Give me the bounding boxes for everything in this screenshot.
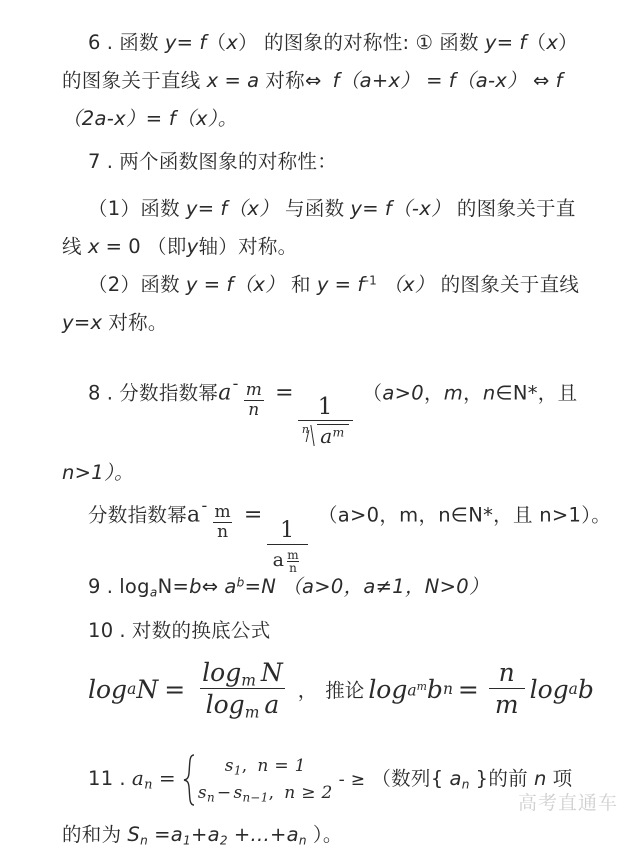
item-7-sub2-eq2: = — [334, 273, 352, 296]
item-10-title: 对数的换底公式 — [131, 619, 271, 642]
watermark: 高考直通车 — [517, 792, 618, 814]
item-6-eq2: = — [496, 31, 514, 54]
item-6-x2: x — [546, 31, 559, 54]
item-7-block — [0, 143, 640, 181]
item-6-text-c: 函数 — [439, 31, 479, 54]
item-11-l2-plus-1: +a — [190, 823, 220, 846]
item-11-number: 11 — [88, 767, 114, 790]
item-8-cond-comma-3: ， — [537, 381, 558, 405]
item-6-l2-iff: ⇔ — [304, 69, 322, 92]
item-7-sub1-text-b: 与函数 — [285, 197, 345, 220]
item-7-sub1-l2-y: y — [186, 235, 199, 258]
corollary-log-base-exponent: m — [416, 680, 427, 694]
item-8b-label: 分数指数幂 — [88, 503, 188, 527]
item-11-l2-eq: =a — [154, 823, 183, 846]
item-8b-denominator-exponent-numerator: m — [287, 548, 299, 563]
item-6-f: f — [199, 31, 207, 54]
item-7-sub2-line-1 — [62, 266, 592, 304]
item-6-line-3 — [62, 100, 592, 138]
item-11-case-2-subscript: n — [206, 789, 215, 804]
item-7-sub1-l2-eq: = — [105, 235, 123, 258]
item-8b-exponent-numerator: m — [214, 501, 231, 522]
item-8-label: 分数指数幂 — [119, 381, 219, 405]
item-8b-exponent-sign: - — [201, 496, 208, 516]
item-11-tail-an: a — [449, 767, 462, 790]
item-7-sub1-eq2: = — [362, 197, 379, 220]
item-9-log-base: a — [149, 585, 158, 600]
formula-den-base: m — [244, 703, 260, 722]
formula-comma: ， — [297, 679, 318, 703]
item-8b-denominator-exponent-denominator: n — [289, 561, 298, 576]
item-6-l2-f2: f — [555, 69, 563, 92]
formula-den-arg: a — [264, 690, 280, 720]
item-6-line-2 — [62, 62, 592, 100]
item-8-cond-open: （ — [362, 381, 383, 405]
item-6-l2-a: a — [247, 69, 260, 92]
item-9-eq-n: =N — [244, 575, 277, 598]
item-7-sub2-y2: y — [316, 273, 329, 296]
item-7-sub1-text-a: 函数 — [140, 197, 180, 220]
item-8-cond-line-2: n>1）。 — [62, 460, 134, 484]
item-6-paren-open-2: （ — [526, 31, 547, 54]
item-6-l2-f: f — [332, 69, 340, 92]
radical-sign-icon — [306, 424, 317, 446]
item-8b-exponent-fraction — [210, 503, 234, 542]
item-11-l2-a: 的和为 — [62, 823, 122, 846]
item-6-line-1 — [62, 24, 592, 62]
item-11-case-2-value-2: s — [233, 782, 243, 803]
item-8-cond-and: 且 — [557, 381, 578, 405]
item-11-tail-a: 数列{ — [391, 767, 444, 790]
item-8-exponent-fraction — [242, 381, 266, 420]
item-8-fraction-denominator — [298, 420, 353, 446]
corollary-fraction-denominator: m — [489, 688, 525, 718]
item-9-number: 9 — [88, 575, 101, 598]
item-11-tail-b: }的前 — [475, 767, 528, 790]
item-8b-denominator-base: a — [272, 548, 285, 571]
item-9-line-1 — [62, 568, 592, 606]
item-11-l2-sub-2: 2 — [219, 833, 228, 848]
item-7-sub2-f2-arg: （x） — [383, 273, 435, 296]
item-8b-equals: = — [243, 502, 263, 528]
item-7-sub2-y1: y — [185, 273, 198, 296]
item-7-sub1-f2: f（-x） — [384, 197, 451, 220]
item-11-l2-S: S — [127, 823, 141, 846]
formula-num-log: log — [202, 658, 242, 687]
item-8-number: 8 — [88, 381, 101, 405]
item-11-tail-marks: - ≥ — [338, 770, 366, 790]
item-6-y2: y — [484, 31, 497, 54]
item-11-cases-rows — [198, 753, 333, 807]
item-7-sub1-text-c: 的图象关于直 — [456, 197, 576, 220]
item-6-text-b: 的图象的对称性: — [263, 31, 410, 54]
item-7-title: 两个函数图象的对称性： — [119, 150, 338, 173]
item-11-l2-sub-1: 1 — [182, 833, 191, 848]
corollary-equals: = — [457, 674, 479, 704]
corollary-label: 推论 — [325, 679, 365, 703]
change-of-base-formula: log a N = $\frac{\log_m N}{\log_m a}$ ， 推论 log $a^m$ b n = $\frac{n}{m}$ log a b — [88, 658, 594, 722]
item-8-fraction — [298, 393, 353, 448]
item-8b-exponent — [201, 478, 237, 542]
item-6-block — [0, 24, 640, 138]
item-8-exponent — [233, 358, 269, 420]
formula-den-log: log — [205, 690, 245, 720]
item-8-exponent-numerator: m — [245, 379, 263, 400]
item-11-case-2-value: s — [197, 782, 207, 803]
formula-lhs-arg: N — [136, 674, 159, 704]
item-6-text-a: 函数 — [119, 31, 159, 54]
item-7-sub2-l2-y: y — [62, 311, 74, 334]
item-8-cond-in-set: ∈N* — [495, 381, 538, 405]
item-7-sub2-eq1: = — [203, 273, 221, 296]
item-10-line-1 — [62, 612, 592, 650]
item-8-dot: . — [106, 381, 114, 405]
item-11-case-2-condition: n ≥ 2 — [284, 782, 333, 803]
item-6-y: y — [164, 31, 177, 54]
item-11-piecewise — [182, 753, 333, 807]
item-7-sub1-line-1 — [62, 190, 592, 228]
item-6-l2-eq2: = — [426, 69, 443, 92]
item-8b-fraction-numerator: 1 — [280, 517, 295, 543]
item-11-case-2-subscript-2: n−1 — [242, 789, 269, 804]
corollary-arg: b — [426, 674, 443, 704]
item-8-equals: = — [275, 380, 294, 406]
item-9-log-arg: N= — [157, 575, 190, 598]
item-11-tail-open: （ — [371, 767, 392, 790]
item-11-line-2 — [62, 810, 592, 854]
item-7-number: 7 — [88, 150, 101, 173]
item-6-l2-eq: = — [224, 69, 242, 92]
item-11-lhs-subscript: n — [144, 777, 153, 793]
item-8-block — [0, 358, 640, 492]
item-6-x: x — [226, 31, 239, 54]
item-8-base: a — [218, 380, 232, 406]
item-8b-block — [0, 478, 640, 575]
item-8b-condition: （a>0，m，n∈N*，且 n>1）。 — [317, 503, 612, 527]
item-11-line-1 — [62, 748, 592, 810]
corollary-rhs-log: log — [529, 674, 569, 704]
item-8b-line-1 — [88, 478, 612, 576]
item-11-tail-an-subscript: n — [461, 777, 470, 792]
item-7-dot: . — [106, 150, 114, 173]
item-6-dot: . — [106, 31, 114, 54]
item-7-sub1-y1: y — [185, 197, 198, 220]
item-6-paren-close-2: ） — [558, 31, 578, 54]
item-11-case-1 — [198, 753, 333, 779]
item-11-tail-n: n — [533, 767, 547, 790]
item-7-sub2-f1: f（x） — [226, 273, 286, 296]
item-7-sub2-text-b: 和 — [291, 273, 311, 296]
item-7-sub1-l2-zero: 0 — [128, 235, 142, 258]
item-9-b: b — [189, 575, 202, 598]
item-7-sub1-eq1: = — [197, 197, 215, 220]
item-7-sub2-l2-b: 对称。 — [108, 311, 168, 334]
item-11-l2-close: ）。 — [312, 823, 343, 846]
item-11-tail-c: 项 — [552, 767, 573, 790]
corollary-fraction-numerator: n — [498, 658, 515, 687]
item-7-sub2-text-a: 函数 — [140, 273, 180, 296]
item-8-radical-base: a — [320, 423, 333, 448]
item-11-l2-sub-3: n — [298, 833, 307, 848]
item-6-l2-expr2: f（a-x） — [448, 69, 527, 92]
item-7-sub1-l2-c: 轴）对称。 — [198, 235, 298, 258]
item-11-case-1-condition: n = 1 — [257, 756, 306, 777]
item-6-l2-x: x — [206, 69, 219, 92]
item-7-sub2-line-2 — [62, 304, 592, 342]
item-8b-fraction — [267, 517, 308, 576]
item-10-block — [0, 612, 640, 650]
item-6-paren-close: ） — [238, 31, 258, 54]
item-8-line-1 — [62, 358, 592, 446]
item-8-radical-body — [317, 424, 348, 446]
item-8b-base: a — [187, 502, 201, 528]
item-8-cond-comma-2: ， — [463, 381, 483, 405]
item-11-l2-S-subscript: n — [140, 833, 149, 848]
item-7-sub1-y2: y — [350, 197, 363, 220]
item-9-a: a — [224, 575, 237, 598]
item-11-lhs: a — [131, 766, 145, 790]
item-7-sub-2-block — [0, 266, 640, 342]
item-11-equals: = — [158, 766, 176, 790]
item-8-radical-exponent: m — [332, 424, 345, 440]
formula-fraction-numerator — [196, 660, 289, 688]
item-10-dot: . — [119, 619, 126, 642]
item-7-sub1-l2-a: 线 — [62, 235, 82, 258]
item-9-dot: . — [106, 575, 114, 598]
item-7-sub1-label: （1） — [88, 197, 141, 220]
item-7-sub1-f1: f（x） — [220, 197, 280, 220]
item-8-cond-n: n — [482, 381, 496, 405]
item-8-fraction-numerator: 1 — [317, 393, 333, 420]
formula-fraction — [196, 658, 289, 722]
item-7-sub2-f2: f — [357, 273, 365, 296]
item-8-cond-a: a>0 — [382, 381, 424, 405]
item-11-case-1-value: s — [224, 756, 234, 777]
item-8-exponent-denominator: n — [244, 400, 263, 420]
corollary-rhs-arg: b — [577, 674, 594, 704]
item-7-sub2-text-c: 的图象关于直线 — [440, 273, 580, 296]
item-6-l2-iff2: ⇔ — [532, 69, 550, 92]
formula-num-arg: N — [260, 658, 283, 687]
item-7-line-1 — [62, 143, 592, 181]
item-10-formula-block — [0, 658, 640, 722]
item-7-sub2-f2-exponent: -1 — [364, 273, 378, 288]
item-6-circled-1: ① — [415, 31, 434, 54]
corollary-log-base — [407, 680, 427, 701]
corollary-log: log — [368, 674, 408, 704]
item-6-l2-text-b: 对称 — [265, 69, 305, 92]
item-11-case-2 — [198, 780, 333, 806]
item-6-l2-expr1: （a+x） — [339, 69, 421, 92]
formula-lhs-log: log — [88, 674, 128, 704]
item-11-case-1-subscript: 1 — [233, 763, 242, 778]
item-6-l3-text: （2a-x）= f（x）。 — [62, 107, 238, 130]
formula-num-base: m — [241, 671, 256, 690]
item-9-block — [0, 568, 640, 606]
item-11-dot: . — [119, 767, 126, 790]
item-8-exponent-sign: - — [232, 374, 239, 394]
item-11-case-2-minus: − — [216, 782, 232, 803]
item-7-sub-1-block — [0, 190, 640, 266]
item-8b-exponent-denominator: n — [213, 522, 232, 542]
item-8-radical-index: n — [301, 423, 310, 437]
left-brace-icon — [182, 753, 196, 807]
item-7-sub1-line-2 — [62, 228, 592, 266]
item-8-cond-m: m — [443, 381, 464, 405]
item-6-eq: = — [176, 31, 194, 54]
item-7-sub2-label: （2） — [88, 273, 141, 296]
item-7-sub2-l2-x: x — [90, 311, 103, 334]
item-7-sub1-l2-b: （即 — [147, 235, 187, 258]
item-9-iff: ⇔ — [201, 575, 219, 598]
item-6-f2: f — [519, 31, 527, 54]
item-9-a-exponent: b — [236, 575, 245, 590]
item-9-condition: （a>0，a≠1，N>0） — [282, 575, 489, 598]
item-6-paren-open: （ — [206, 31, 227, 54]
corollary-fraction — [489, 660, 525, 719]
item-8-cond-comma-1: ， — [423, 381, 444, 405]
formula-fraction-denominator — [200, 688, 286, 722]
item-11-l2-mid: +...+a — [233, 823, 299, 846]
item-11-case-1-comma: , — [241, 756, 248, 777]
item-8-radical — [302, 424, 349, 446]
formula-equals: = — [164, 674, 186, 704]
item-6-l2-text-a: 的图象关于直线 — [62, 69, 201, 92]
item-11-case-2-comma: , — [268, 782, 275, 803]
item-10-number: 10 — [88, 619, 114, 642]
item-6-number: 6 — [88, 31, 101, 54]
item-9-log: log — [119, 575, 150, 598]
item-7-sub1-l2-x: x — [87, 235, 100, 258]
item-7-sub2-l2-eq: = — [73, 311, 91, 334]
corollary-log-base-a: a — [407, 682, 417, 701]
